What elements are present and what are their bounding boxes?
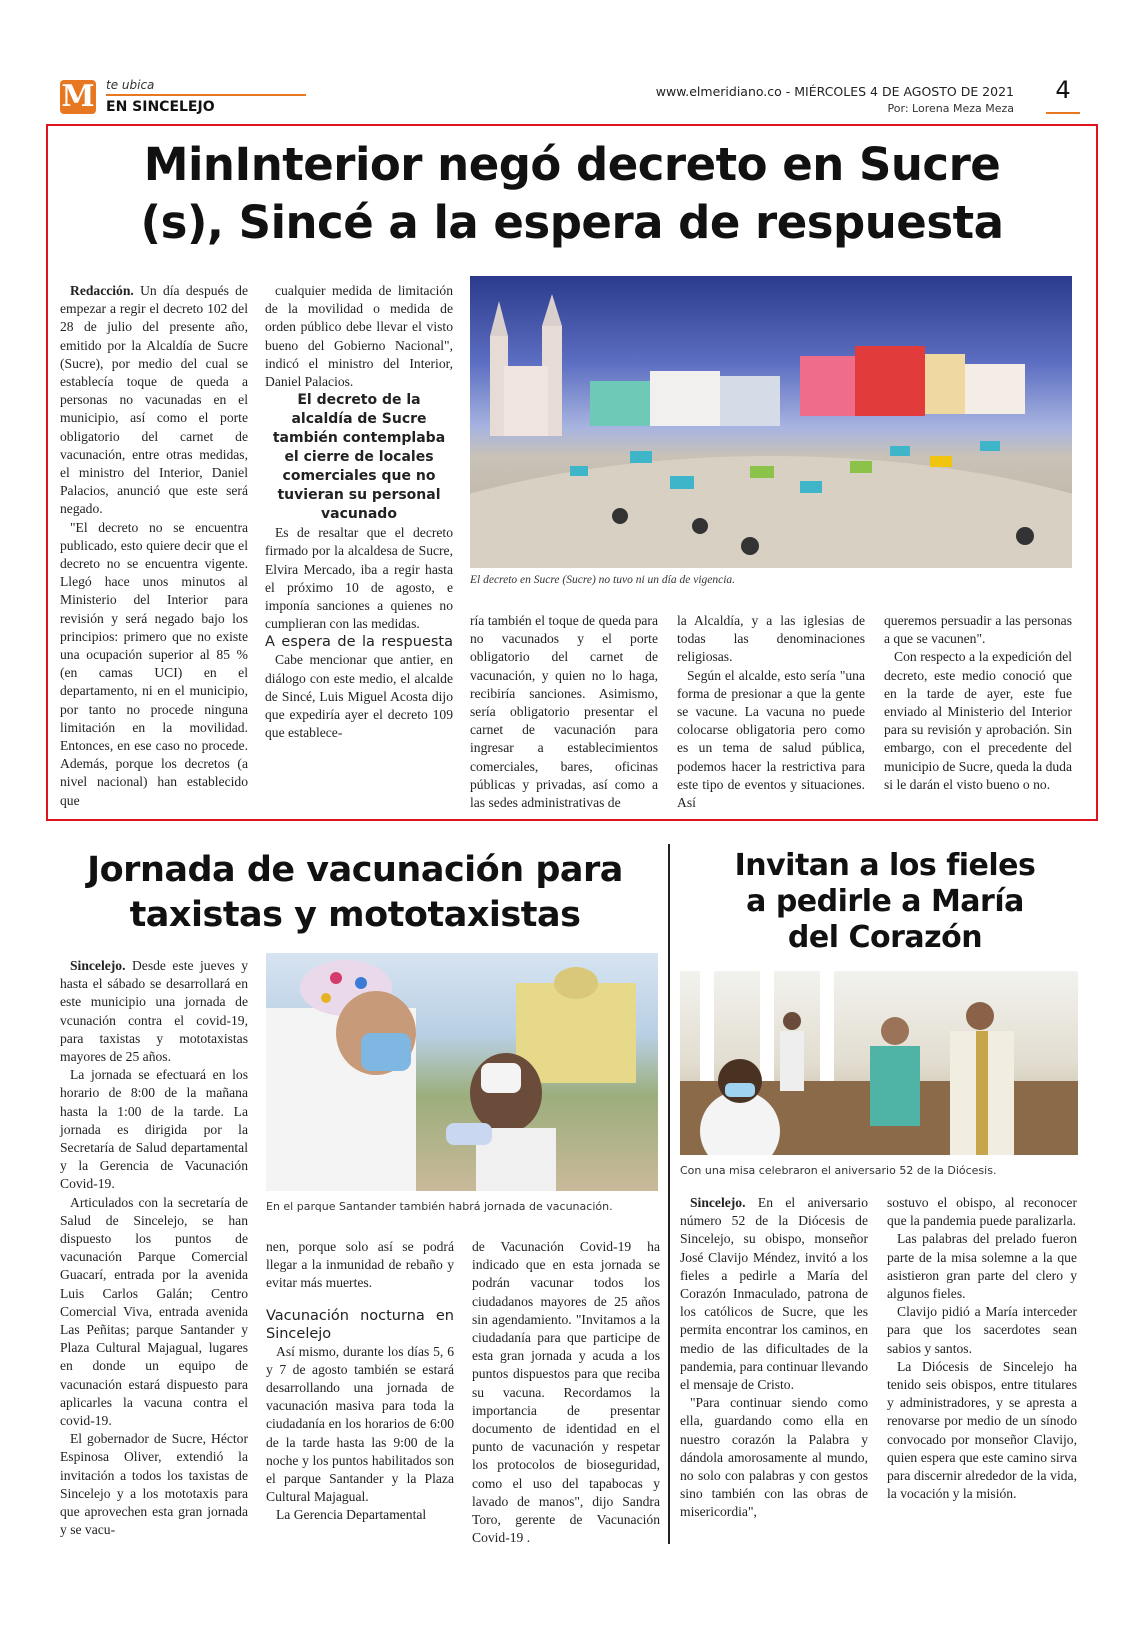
paragraph: la Alcaldía, y a las iglesias de todas las denominaciones religiosas.: [677, 613, 865, 665]
paragraph: "El decreto no se encuentra publicado, esto quiere decir que el decreto no se encuentra vigente. Llegó hace unos minutos al Ministerio del Interior para revisión y será negado bajo los principios: primero que no existe una ocupación superior al 85 % (en camas UCI) en el departamento, ni en el municipio, por tanto no procede ninguna limitación en la movilidad. Entonces, en ese caso no procede. Además, porque los decretos (a nivel nacional) han establecido que: [60, 519, 248, 808]
paragraph: El gobernador de Sucre, Héctor Espinosa Oliver, extendió la invitación a todos los taxistas de Sincelejo y a los mototaxis para que aprovechen esta gran jornada y se vacu-: [60, 1431, 248, 1538]
paragraph: "Para continuar siendo como ella, guardando como ella en nuestro corazón la Palabra y dándola amorosamente al mundo, no solo con palabras y con gestos sino también con las obras de misericordia",: [680, 1395, 868, 1520]
story2-photo-vaccination: [266, 953, 658, 1191]
paragraph: La Gerencia Departamental: [276, 1507, 427, 1523]
dateline: Sincelejo.: [70, 958, 126, 973]
paragraph: La Diócesis de Sincelejo ha tenido seis obispos, entre titulares y administradores, y se apresta a renovarse por medio de un sínodo convocado por monseñor Clavijo, quien espera que este camino sirva para discernir alrededor de la vida, la vocación y la misión.: [887, 1358, 1077, 1502]
page-number-rule: [1046, 112, 1080, 114]
story3-headline-line1: Invitan a los fieles: [734, 848, 1036, 883]
byline: Por: Lorena Meza Meza: [887, 102, 1014, 115]
paragraph: Cabe mencionar que antier, en diálogo con este medio, el alcalde de Sincé, Luis Miguel Acosta dijo que expediría ayer el decreto 109 que establece-: [265, 652, 453, 741]
paragraph: sostuvo el obispo, al reconocer que la pandemia puede paralizarla.: [887, 1195, 1077, 1229]
subheading: A espera de la respuesta: [265, 634, 453, 651]
paragraph: La jornada se efectuará en los horario de 8:00 de la mañana hasta la 1:00 de la tarde. La jornada es dirigida por la Secretaría de Salud departamental y la Gerencia de Vacunación Covid-19.: [60, 1067, 248, 1192]
paragraph: En el aniversario número 52 de la Diócesis de Sincelejo, su obispo, monseñor José Clavijo Méndez, invitó a los fieles a pedirle a María del Corazón Inmaculado, patrona de los católicos de Sucre, que les permita encontrar los caminos, en medio de las dificultades de la pandemia, para continuar llevando el mensaje de Cristo.: [680, 1195, 868, 1393]
mass-illustration: [680, 971, 1078, 1155]
section-rule: [106, 94, 306, 96]
story3-headline-line2: a pedirle a María: [746, 884, 1024, 919]
masthead: [0, 0, 1144, 120]
story2-photo-caption: En el parque Santander también habrá jornada de vacunación.: [266, 1200, 613, 1213]
logo: M: [61, 79, 95, 114]
story2-column-3: [472, 1238, 660, 1547]
lead-column-4: [677, 612, 865, 812]
lead-column-3: [470, 612, 658, 812]
story2-headline-line1: Jornada de vacunación para: [87, 850, 623, 890]
lead-photo-caption: El decreto en Sucre (Sucre) no tuvo ni un día de vigencia.: [470, 574, 736, 586]
site-and-date: www.elmeridiano.co - MIÉRCOLES 4 DE AGOSTO DE 2021: [655, 84, 1014, 99]
story3-column-1: [680, 1194, 868, 1522]
pull-quote: El decreto de la alcaldía de Sucre también contemplaba el cierre de locales comerciales que no tuvieran su personal vacunado: [272, 392, 446, 523]
paragraph: cualquier medida de limitación de la movilidad o medida de orden público debe llevar el visto bueno del Gobierno Nacional", indicó el ministro del Interior, Daniel Palacios.: [265, 283, 453, 390]
paragraph: Según el alcalde, esto sería "una forma de presionar a que la gente se vacune. La vacuna no puede colocarse obligatoria pero como es un tema de salud pública, podemos hacer la restrictiva para este tipo de eventos y situaciones. Así: [677, 667, 865, 811]
paragraph: Desde este jueves y hasta el sábado se desarrollará en este municipio una jornada de vcunación contra el covid-19, para taxistas y mototaxistas mayores de 25 años.: [60, 958, 248, 1065]
section-tagline: te ubica: [106, 78, 155, 92]
town-square-illustration: [470, 276, 1072, 568]
page-number: 4: [1055, 76, 1071, 104]
dateline: Redacción.: [70, 283, 134, 298]
paragraph: Es de resaltar que el decreto firmado por la alcaldesa de Sucre, Elvira Mercado, iba a regir hasta el próximo 10 de agosto, e imponía sanciones a quienes no cumplieran con las medidas.: [265, 525, 453, 632]
paragraph: nen, porque solo así se podrá llegar a la inmunidad de rebaño y evitar más muertes.: [266, 1239, 454, 1291]
section-name: EN SINCELEJO: [106, 99, 215, 115]
lead-column-1: [60, 282, 248, 810]
paragraph: Las palabras del prelado fueron parte de la misa solemne a la que asistieron gran parte del clero y algunos fieles.: [887, 1231, 1077, 1302]
lead-photo-town-square: [470, 276, 1072, 568]
lead-headline-line2: (s), Sincé a la espera de respuesta: [140, 196, 1004, 249]
paragraph: queremos persuadir a las personas a que se vacunen".: [884, 613, 1072, 647]
lead-column-2: [265, 282, 453, 742]
story3-photo-caption: Con una misa celebraron el aniversario 52 de la Diócesis.: [680, 1164, 997, 1177]
story3-column-2: [887, 1194, 1077, 1503]
story2-column-1: [60, 957, 248, 1540]
story2-headline-line2: taxistas y mototaxistas: [129, 895, 581, 935]
paragraph: de Vacunación Covid-19 ha indicado que en esta jornada se podrán vacunar todos los ciudadanos mayores de 25 años sin agendamiento. "Invitamos a la ciudadanía para que participe de esta gran jornada y acuda a los puntos dispuestos para que reciba su vacuna. Recordamos la importancia de presentar documento de identidad en el punto de vacunación y respetar los protocolos de bioseguridad, como el uso del tapabocas y lavado de manos", dijo Sandra Toro, gerente de Vacunación Covid-19 .: [472, 1239, 660, 1546]
story3-photo-mass: [680, 971, 1078, 1155]
paragraph: Clavijo pidió a María interceder para que los sacerdotes sean sabios y santos.: [887, 1304, 1077, 1356]
dateline: Sincelejo.: [690, 1195, 746, 1210]
paragraph: ría también el toque de queda para no vacunados y el porte obligatorio del carnet de vacunación, y quien no lo haga, recibiría sanciones. Asimismo, sería obligatorio presentar el carnet de vacunación para ingresar a establecimientos comerciales, bares, oficinas públicas y privadas, así como a las sedes administrativas de: [470, 613, 658, 811]
column-divider: [668, 844, 670, 1544]
paragraph: Articulados con la secretaría de Salud de Sincelejo, se han dispuesto los puntos de vacunación Parque Comercial Guacarí, entrada por la avenida Luis Carlos Galán; Centro Comercial Viva, entrada avenida Las Peñitas; parque Santander y Plaza Cultural Majagual, lugares en donde un equipo de vacunación estará dispuesto para aplicarles la vacuna contra el covid-19.: [60, 1194, 248, 1429]
subheading: Vacunación nocturna en Sincelejo: [266, 1307, 454, 1342]
paragraph: Así mismo, durante los días 5, 6 y 7 de agosto también se estará desarrollando una jornada de vacunación masiva para toda la ciudadanía en los horarios de 6:00 de la tarde hasta las 9:00 de la noche y los puntos habilitados son el parque Santander y la Plaza Cultural Majagual.: [266, 1343, 454, 1505]
story2-column-2: [266, 1238, 454, 1525]
lead-headline-line1: MinInterior negó decreto en Sucre: [143, 138, 1001, 191]
story3-headline-line3: del Corazón: [787, 920, 983, 955]
vaccination-illustration: [266, 953, 658, 1191]
paragraph: Con respecto a la expedición del decreto, este medio conoció que en la tarde de ayer, este fue enviado al Ministerio del Interior para su revisión y aprobación. Sin embargo, con el precedente del municipio de Sucre, queda la duda si le darán el visto bueno o no.: [884, 649, 1072, 792]
lead-column-5: [884, 612, 1072, 794]
paragraph: Un día después de empezar a regir el decreto 102 del 28 de julio del presente año, emitido por la Alcaldía de Sucre (Sucre), por medio del cual se establecía toque de queda a personas no vacunadas en el municipio, así como el porte obligatorio del carnet de vacunación, entre otras medidas, el ministro del Interior, Daniel Palacios, anunció que este será negado.: [60, 283, 248, 517]
